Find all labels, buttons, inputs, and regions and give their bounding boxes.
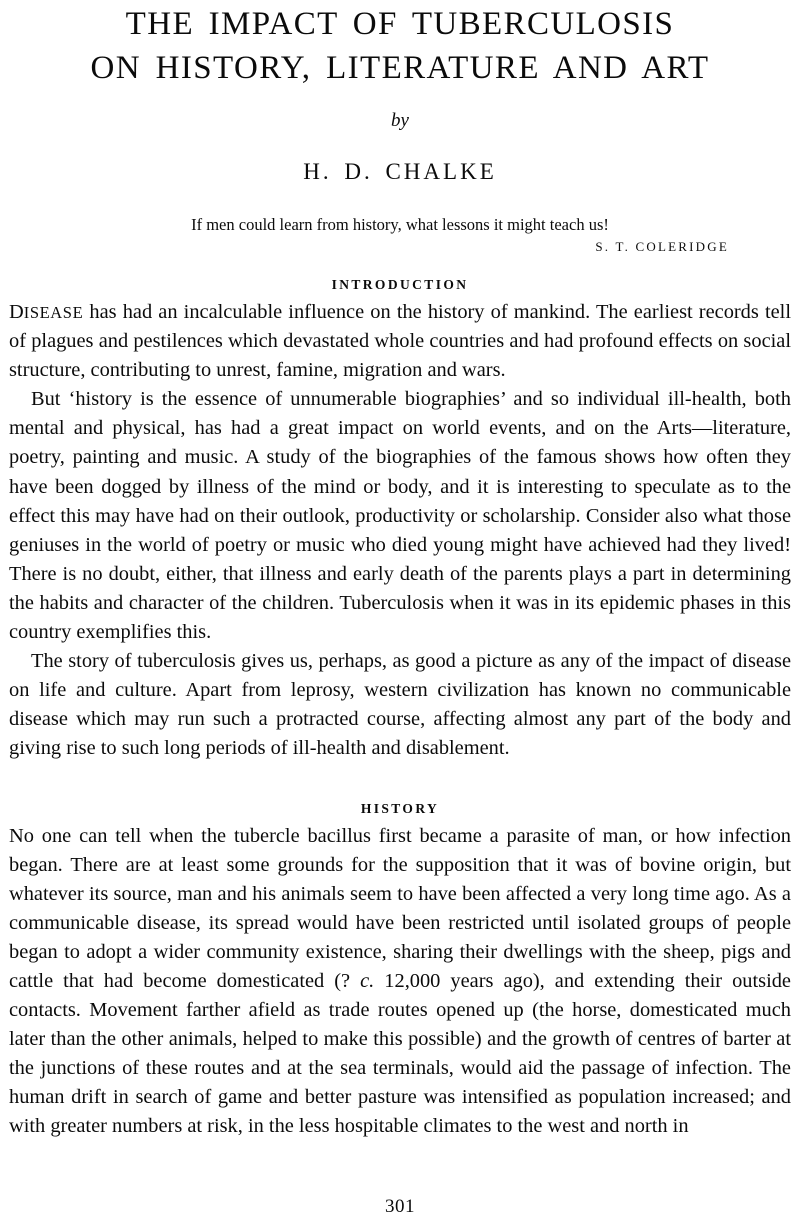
title-line-1: THE IMPACT OF TUBERCULOSIS <box>125 6 675 42</box>
paragraph-text-before-abbreviation: No one can tell when the tubercle bacillus first became a parasite of man, or how infection began. There are at least some grounds for the supposition that it was of bovine origin, but whatever its source, man and his animals seem to have been affected a very long time ago. As a communicable disease, its spread would have been restricted until isolated groups of people began to adopt a wider community existence, sharing their dwellings with the sheep, pigs and cattle that had become domesticated (? <box>9 824 791 992</box>
smallcaps-remainder: ISEASE <box>23 303 84 322</box>
dropcap-initial: D <box>9 301 24 323</box>
epigraph-quote: If men could learn from history, what lessons it might teach us! <box>191 215 609 234</box>
smallcaps-lead-in <box>9 303 83 322</box>
paragraph-history-biographies: But ‘history is the essence of unnumerable biographies’ and so individual ill-health, both mental and physical, has had a great impact on world events, and on the Arts—literature, poetry, painting and music. A study of the biographies of the famous shows how often they have been dogged by illness of the mind or body, and it is interesting to speculate as to the effect this may have had on their outlook, productivity or scholarship. Consider also what those geniuses in the world of poetry or music who died young might have achieved had they lived! There is no doubt, either, that illness and early death of the parents plays a part in determining the habits and character of the children. Tuberculosis when it was in its epidemic phases in this country exemplifies this. <box>9 388 791 644</box>
paragraph-tubercle-bacillus-origins <box>9 822 791 1142</box>
page-title <box>9 0 791 90</box>
page-number-folio: 301 <box>385 1196 415 1217</box>
paragraph-text: has had an incalculable influence on the history of mankind. The earliest records tell of plagues and pestilences which devastated whole countries and had profound effects on social structure, contributing to unrest, famine, migration and wars. <box>9 301 791 382</box>
epigraph-attribution: S. T. COLERIDGE <box>595 239 729 254</box>
paragraph-story-of-tuberculosis: The story of tuberculosis gives us, perhaps, as good a picture as any of the impact of disease on life and culture. Apart from leprosy, western civilization has known no communicable disease which may run such a protracted course, affecting almost any part of the body and giving rise to such long periods of ill-health and disablement. <box>9 650 791 760</box>
section-heading-introduction: INTRODUCTION <box>331 277 469 292</box>
section-heading-history: HISTORY <box>360 800 440 816</box>
paragraph-text-after-abbreviation: 12,000 years ago), and extending their outside contacts. Movement farther afield as trade routes opened up (the horse, domesticated much later than the other animals, helped to make this possible) and the growth of centres of barter at the junctions of these routes and at the sea terminals, would aid the passage of infection. The human drift in search of game and better pasture was intensified as population increased; and with greater numbers at risk, in the less hospitable climates to the west and north in <box>9 969 791 1138</box>
paragraph-disease-opening <box>9 298 791 385</box>
title-line-2: ON HISTORY, LITERATURE AND ART <box>90 50 710 86</box>
author-name: H. D. CHALKE <box>303 159 497 184</box>
circa-abbreviation: c. <box>360 969 375 992</box>
byline-by-label: by <box>391 110 409 131</box>
